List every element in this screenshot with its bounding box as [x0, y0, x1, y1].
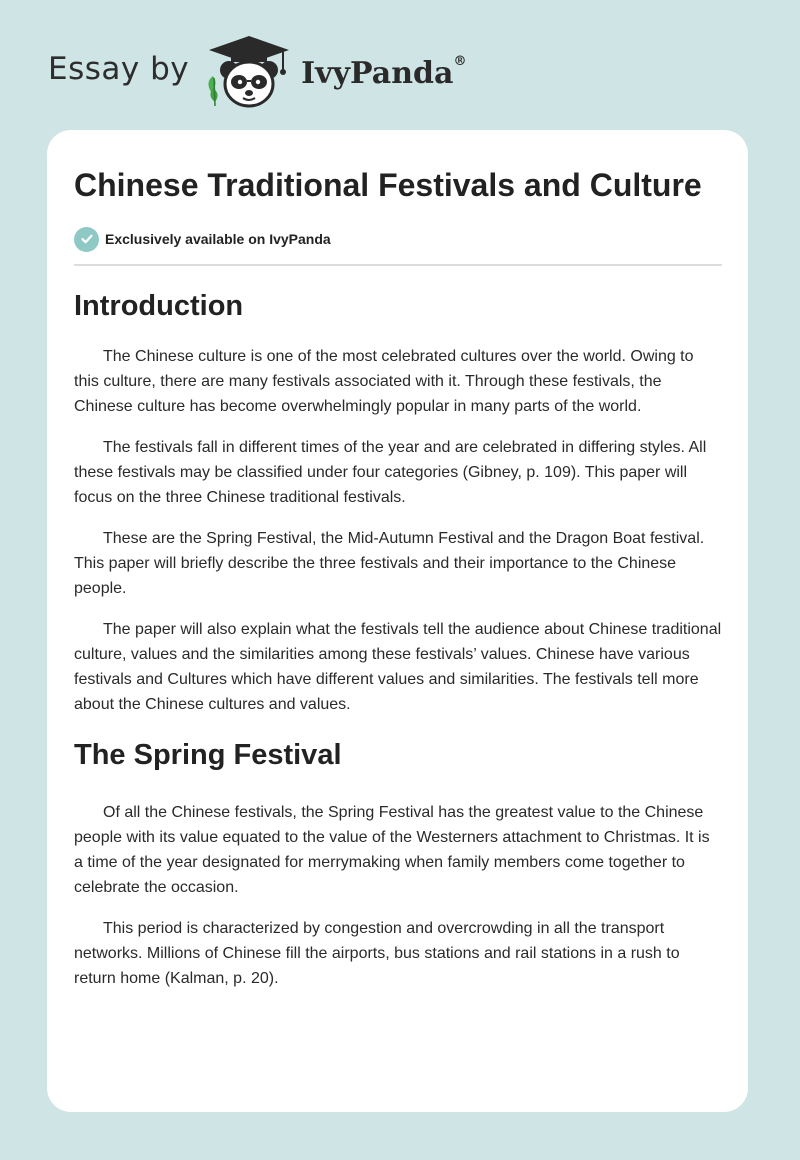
section-heading-spring-festival: The Spring Festival	[74, 739, 342, 771]
site-header	[48, 30, 466, 110]
paragraph: These are the Spring Festival, the Mid-Autumn Festival and the Dragon Boat festival. This paper will briefly describe the three festivals and their importance to the Chinese people.	[74, 530, 705, 597]
paragraph: The paper will also explain what the festivals tell the audience about Chinese traditional culture, values and the similarities among these festivals’ values. Chinese have various festivals and Cultures which have different values and similarities. The festivals tell more about the Chinese cultures and values.	[74, 621, 722, 713]
paragraph: Of all the Chinese festivals, the Spring Festival has the greatest value to the Chinese people with its value equated to the value of the Westerners attachment to Christmas. It is a time of the year designated for merrymaking when family members come together to celebrate the occasion.	[74, 804, 710, 896]
page-title: Chinese Traditional Festivals and Culture	[74, 167, 702, 203]
exclusive-badge	[74, 226, 722, 252]
section-body-introduction	[74, 344, 722, 717]
exclusive-label: Exclusively available on IvyPanda	[105, 231, 331, 247]
section-heading-introduction: Introduction	[74, 290, 244, 322]
essay-card	[47, 130, 748, 1112]
paragraph: The festivals fall in different times of the year and are celebrated in differing styles. All these festivals may be classified under four categories (Gibney, p. 109). This paper will focus on the three Chinese traditional festivals.	[74, 439, 707, 506]
panda-graduation-cap-icon[interactable]	[203, 30, 295, 110]
divider	[74, 264, 722, 266]
essay-by-label: Essay by	[48, 51, 190, 87]
paragraph: The Chinese culture is one of the most celebrated cultures over the world. Owing to this culture, there are many festivals associated with it. Through these festivals, the Chinese culture has become overwhelmingly popular in many parts of the world.	[74, 348, 694, 415]
check-icon	[74, 227, 99, 252]
essay-content	[74, 164, 722, 991]
paragraph: This period is characterized by congestion and overcrowding in all the transport networks. Millions of Chinese fill the airports, bus stations and rail stations in a rush to return home (Kalman, p. 20).	[74, 920, 680, 987]
brand-name[interactable]: IvyPanda®	[301, 53, 467, 91]
section-body-spring-festival	[74, 800, 722, 991]
